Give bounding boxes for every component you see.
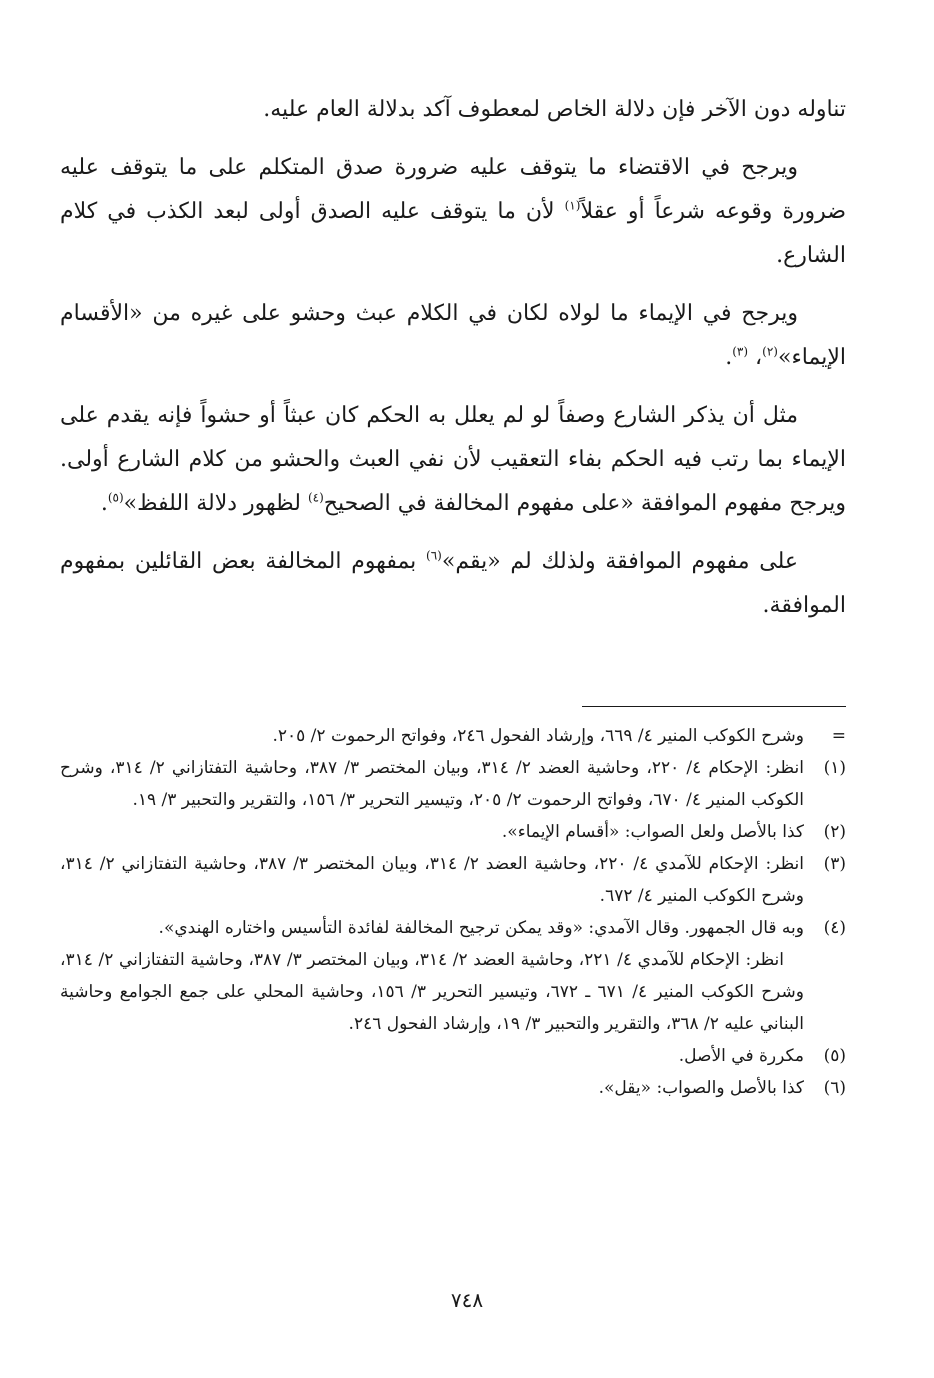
footnote-separator-rule [582, 706, 846, 707]
paragraph-5-text-b: بمفهوم المخالفة بعض القائلين بمفهوم الموافقة. [60, 549, 846, 618]
paragraph-1 [60, 88, 846, 132]
paragraph-3-text-a: ويرجح في الإيماء ما لولاه لكان في الكلام عبث وحشو على غيره من «الأقسام الإيماء» [60, 301, 846, 370]
footnote-2 [60, 816, 846, 848]
footnote-text: انظر: الإحكام ٤/ ٢٢٠، وحاشية العضد ٢/ ٣١٤، وبيان المختصر ٣/ ٣٨٧، وحاشية التفتازاني ٢/ ٣١٤، وشرح الكوكب المنير ٤/ ٦٧٠، وفواتح الرحموت ٢/ ٢٠٥، وتيسير التحرير ٣/ ١٥٦، والتقرير والتحبير ٣/ ١٩. [60, 758, 804, 810]
main-text [60, 88, 846, 628]
footnote-text: انظر: الإحكام للآمدي ٤/ ٢٢٠، وحاشية العضد ٢/ ٣١٤، وبيان المختصر ٣/ ٣٨٧، وحاشية التفتازاني ٢/ ٣١٤، وشرح الكوكب المنير ٤/ ٦٧٢. [60, 854, 805, 906]
footnote-number: (٢) [823, 822, 846, 842]
footnote-text: انظر: الإحكام للآمدي ٤/ ٢٢١، وحاشية العضد ٢/ ٣١٤، وبيان المختصر ٣/ ٣٨٧، وحاشية التفتازاني ٢/ ٣١٤، وشرح الكوكب المنير ٤/ ٦٧١ ـ ٦٧٢، وتيسير التحرير ٣/ ١٥٦، وحاشية المحلي على جمع الجوامع وحاشية البناني عليه ٢/ ٣٦٨، والتقرير والتحبير ٣/ ١٩، وإرشاد الفحول ٢٤٦. [60, 950, 805, 1034]
footnote-6 [60, 1072, 846, 1104]
paragraph-4-text-c: . [100, 491, 108, 516]
footnotes [60, 720, 846, 1104]
paragraph-4-text-a: مثل أن يذكر الشارع وصفاً لو لم يعلل به الحكم كان عبثاً أو حشواً فإنه يقدم على الإيماء بما رتب فيه الحكم بفاء التعقيب لأن نفي العبث والحشو من كلام الشارع أولى. ويرجح مفهوم الموافقة «على مفهوم المخالفة في الصحيح [60, 403, 846, 516]
footnote-ref-4[interactable]: (٤) [307, 490, 324, 505]
paragraph-5-text-a: على مفهوم الموافقة ولذلك لم «يقم» [441, 549, 799, 574]
paragraph-2-text-b: لأن ما يتوقف عليه الصدق أولى لبعد الكذب في كلام الشارع. [60, 199, 846, 268]
paragraph-2 [60, 146, 846, 278]
footnote-text: مكررة في الأصل. [678, 1046, 804, 1066]
paragraph-2-text-a: ويرجح في الاقتضاء ما يتوقف عليه ضرورة صدق المتكلم على ما يتوقف عليه ضرورة وقوعه شرعاً أو عقلاً [60, 155, 847, 224]
footnote-text: كذا بالأصل ولعل الصواب: «أقسام الإيماء». [501, 822, 804, 842]
footnote-marker: = [831, 726, 846, 746]
footnote-ref-1[interactable]: (١) [564, 198, 581, 213]
paragraph-3 [60, 292, 846, 380]
page-number: ٧٤٨ [450, 1288, 484, 1312]
footnote-4 [60, 912, 846, 944]
footnote-ref-3[interactable]: (٣) [732, 344, 749, 359]
footnote-1 [60, 752, 846, 816]
footnote-number: (٤) [823, 918, 846, 938]
footnote-text: وبه قال الجمهور. وقال الآمدي: «وقد يمكن ترجيح المخالفة لفائدة التأسيس واختاره الهندي». [158, 918, 804, 938]
footnote-ref-5[interactable]: (٥) [107, 490, 124, 505]
paragraph-4-text-b: لظهور دلالة اللفظ» [123, 491, 308, 516]
paragraph-4 [60, 394, 846, 526]
footnote-number: (١) [823, 758, 846, 778]
paragraph-5 [60, 540, 846, 628]
footnote-ref-2[interactable]: (٢) [762, 344, 778, 359]
footnote-text: كذا بالأصل والصواب: «يقل». [598, 1078, 804, 1098]
footnote-number: (٥) [823, 1046, 846, 1066]
footnote-continuation [60, 720, 846, 752]
footnote-3 [60, 848, 846, 912]
footnote-4-continuation [60, 944, 846, 1040]
footnote-ref-6[interactable]: (٦) [426, 548, 442, 563]
footnote-5 [60, 1040, 846, 1072]
paragraph-3-text-b: . [725, 345, 733, 370]
footnote-number: (٣) [823, 854, 846, 874]
footnote-number: (٦) [823, 1078, 846, 1098]
paragraph-1-text: تناوله دون الآخر فإن دلالة الخاص لمعطوف آكد بدلالة العام عليه. [263, 97, 846, 122]
footnote-text: وشرح الكوكب المنير ٤/ ٦٦٩، وإرشاد الفحول ٢٤٦، وفواتح الرحموت ٢/ ٢٠٥. [272, 726, 804, 746]
footnote-ref-separator: ، [748, 345, 763, 370]
